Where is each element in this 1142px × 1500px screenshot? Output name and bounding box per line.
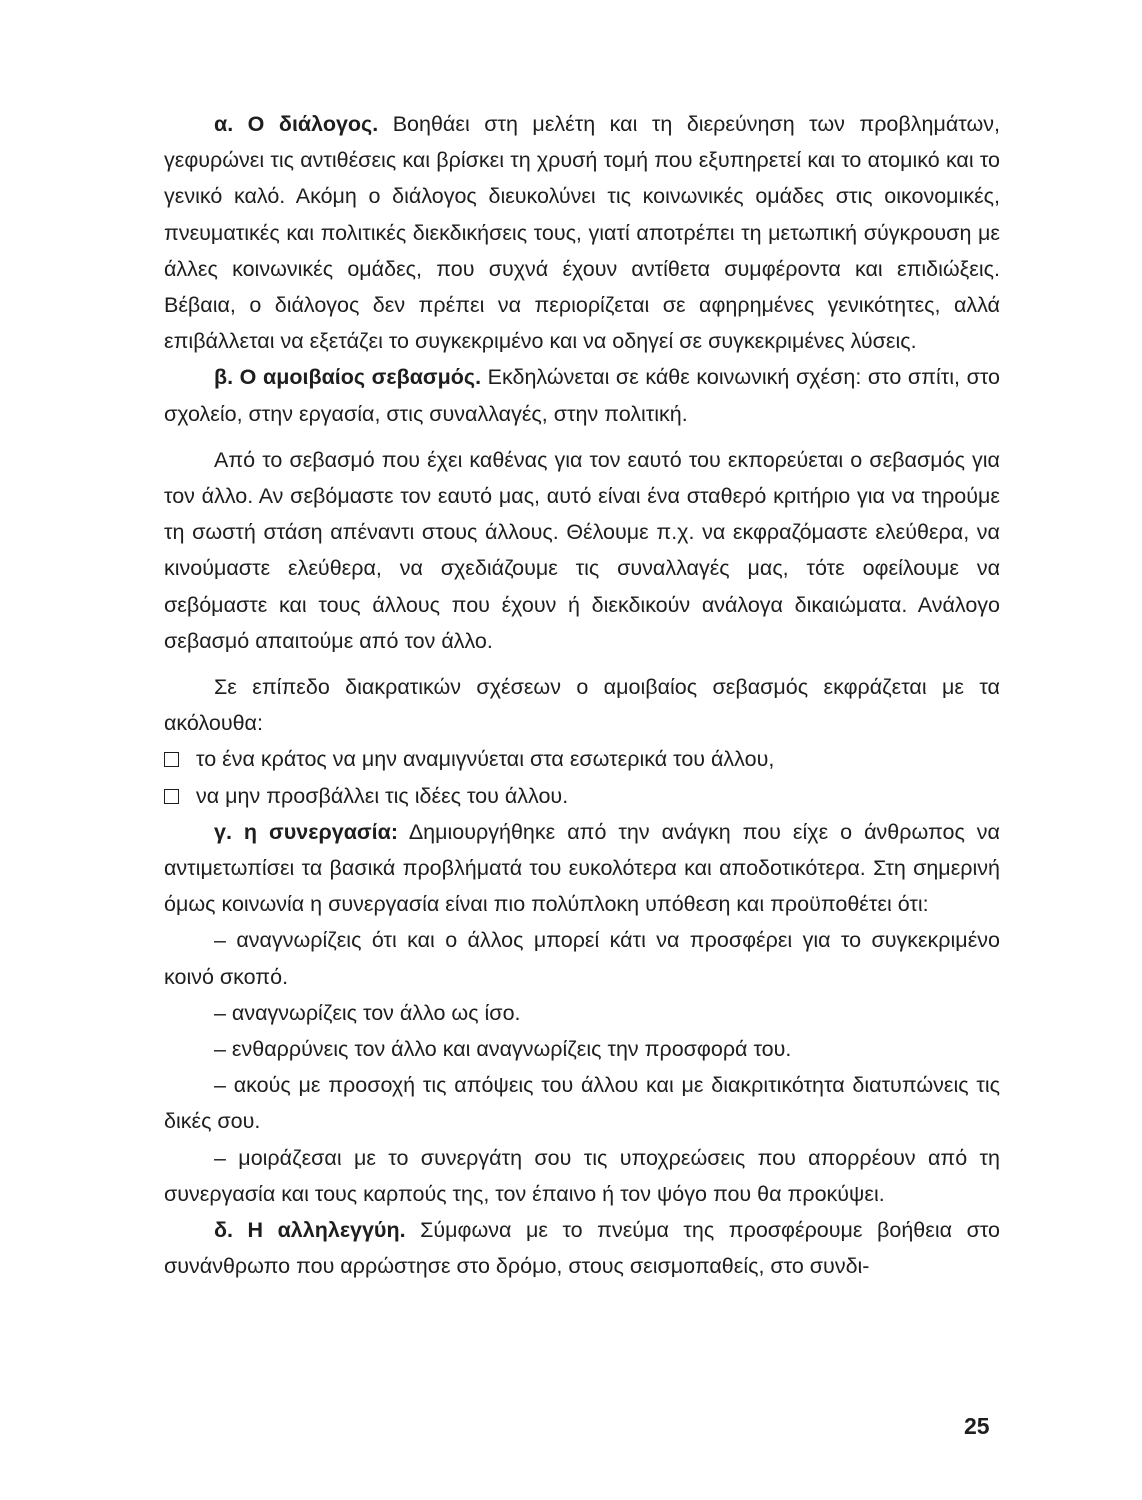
paragraph-cooperation <box>164 814 1000 923</box>
bullet-text: το ένα κράτος να μην αναμιγνύεται στα εσωτερικά του άλλου, <box>196 747 775 772</box>
text-cooperation: Δημιουργήθηκε από την ανάγκη που είχε ο άνθρωπος να αντιμετωπίσει τα βασικά προβλήματά του ευκολότερα και αποδοτικότερα. Στη σημερινή όμως κοινωνία η συνεργασία είναι πιο πολύπλοκη υπόθεση και προϋποθέτει ότι: <box>164 819 1000 917</box>
heading-respect: β. Ο αμοιβαίος σεβασμός. <box>214 365 482 390</box>
paragraph-solidarity <box>164 1212 1000 1284</box>
checkbox-square-icon <box>164 752 179 767</box>
paragraph-dialogue <box>164 106 1000 359</box>
bullet-item <box>164 778 1000 814</box>
list-item: – μοιράζεσαι με το συνεργάτη σου τις υποχρεώσεις που απορρέουν από τη συνεργασία και τους καρπούς της, τον έπαινο ή τον ψόγο που θα προκύψει. <box>164 1145 1000 1206</box>
bullet-item <box>164 741 1000 777</box>
page-number: 25 <box>964 1413 990 1439</box>
heading-cooperation: γ. η συνεργασία: <box>214 819 398 844</box>
list-item: – αναγνωρίζεις τον άλλο ως ίσο. <box>214 1000 521 1025</box>
paragraph-interstate: Σε επίπεδο διακρατικών σχέσεων ο αμοιβαίος σεβασμός εκφράζεται με τα ακόλουθα: <box>164 675 1000 736</box>
paragraph-respect <box>164 359 1000 431</box>
body-text <box>164 106 1000 1285</box>
text-respect: Εκδηλώνεται σε κάθε κοινωνική σχέση: στο σπίτι, στο σχολείο, στην εργασία, στις συναλλαγές, στην πολιτική. <box>164 365 1000 426</box>
heading-dialogue: α. Ο διάλογος. <box>214 112 379 136</box>
list-item: – αναγνωρίζεις ότι και ο άλλος μπορεί κάτι να προσφέρει για το συγκεκριμένο κοινό σκοπό. <box>164 928 1000 989</box>
heading-solidarity: δ. Η αλληλεγγύη. <box>214 1218 406 1243</box>
text-dialogue: Βοηθάει στη μελέτη και τη διερεύνηση των προβλημάτων, γεφυρώνει τις αντιθέσεις και βρίσκει τη χρυσή τομή που εξυπηρετεί και το ατομικό και το γενικό καλό. Ακόμη ο διάλογος διευκολύνει τις κοινωνικές ομάδες στις οικονομικές, πνευματικές και πολιτικές διεκδικήσεις τους, γιατί αποτρέπει τη μετωπική σύγκρουση με άλλες κοινωνικές ομάδες, που συχνά έχουν αντίθετα συμφέροντα και επιδιώξεις. Βέβαια, ο διάλογος δεν πρέπει να περιορίζεται σε αφηρημένες γενικότητες, αλλά επιβάλλεται να εξετάζει το συγκεκριμένο και να οδηγεί σε συγκεκριμένες λύσεις. <box>164 112 1000 354</box>
paragraph-self-respect: Από το σεβασμό που έχει καθένας για τον εαυτό του εκπορεύεται ο σεβασμός για τον άλλο. Αν σεβόμαστε τον εαυτό μας, αυτό είναι ένα σταθερό κριτήριο για να τηρούμε τη σωστή στάση απέναντι στους άλλους. Θέλουμε π.χ. να εκφραζόμαστε ελεύθερα, να κινούμαστε ελεύθερα, να σχεδιάζουμε τις συναλλαγές μας, τότε οφείλουμε να σεβόμαστε και τους άλλους που έχουν ή διεκδικούν ανάλογα δικαιώματα. Ανάλογο σεβασμό απαιτούμε από τον άλλο. <box>164 447 1000 653</box>
bullet-text: να μην προσβάλλει τις ιδέες του άλλου. <box>196 783 569 808</box>
list-item: – ενθαρρύνεις τον άλλο και αναγνωρίζεις την προσφορά του. <box>214 1037 792 1062</box>
checkbox-square-icon <box>164 789 179 804</box>
list-item: – ακούς με προσοχή τις απόψεις του άλλου και με διακριτικότητα διατυπώνεις τις δικές σου. <box>164 1073 1000 1134</box>
text-solidarity: Σύμφωνα με το πνεύμα της προσφέρουμε βοήθεια στο συνάνθρωπο που αρρώστησε στο δρόμο, στους σεισμοπαθείς, στο συνδι- <box>164 1218 1000 1279</box>
